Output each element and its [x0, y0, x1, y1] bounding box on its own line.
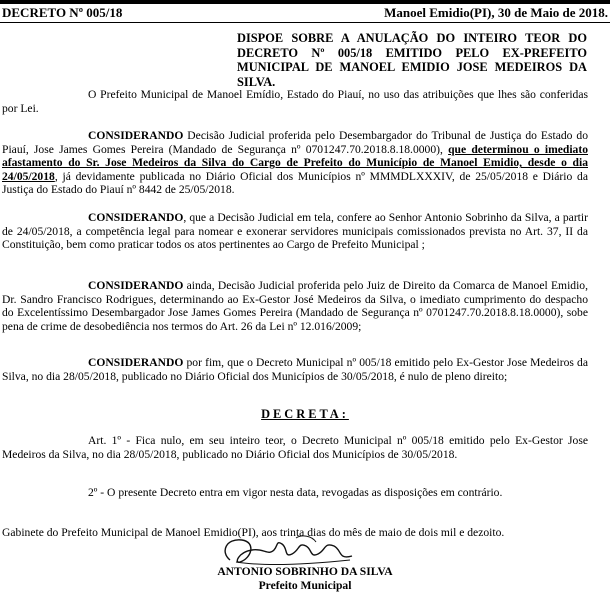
- article-2-paragraph: [2, 486, 588, 500]
- signatory-name: ANTONIO SOBRINHO DA SILVA: [217, 565, 393, 578]
- preamble-text: O Prefeito Municipal de Manoel Emídio, Estado do Piauí, no uso das atribuições que lhes são conferidas por Lei.: [2, 88, 588, 115]
- considerando-text: por fim, que o Decreto Municipal nº 005/18 emitido pelo Ex-Gestor Jose Medeiros da Silva, no dia 28/05/2018, publicado no Diário Oficial dos Municípios de 30/05/2018, é nulo de pleno direito;: [2, 356, 588, 383]
- considerando-text: , já devidamente publicada no Diário Oficial dos Municípios nº MMMDLXXXIV, de 25/05/2018 e Diário da Justiça do Estado do Piauí nº 8442 de 25/05/2018.: [2, 169, 588, 197]
- article-2-text: 2º - O presente Decreto entra em vigor nesta data, revogadas as disposições em contrário.: [88, 486, 503, 499]
- considerando-highlight: que determinou o imediato afastamento do Sr. Jose Medeiros da Silva do Cargo de Prefeito do Município de Manoel Emidio, desde o dia 24/05/2018: [2, 142, 588, 183]
- place-date: Manoel Emidio(PI), 30 de Maio de 2018.: [384, 5, 608, 20]
- header-top-rule: [0, 0, 610, 4]
- considerando-paragraph-1: [2, 129, 588, 197]
- header-bottom-rule: [0, 22, 610, 23]
- article-1-paragraph: [2, 434, 588, 461]
- handwritten-signature: [212, 532, 362, 568]
- preamble-paragraph: [2, 88, 588, 115]
- considerando-keyword: CONSIDERANDO: [88, 129, 184, 142]
- considerando-text: ainda, Decisão Judicial proferida pelo Juiz de Direito da Comarca de Manoel Emidio, Dr. Sandro Francisco Rodrigues, determinando ao Ex-Gestor José Medeiros da Silva, o imediato cumprimento do despacho do Excelentíssimo Desembargador Jose James Gomes Pereira (Mandado de Segurança nº 0701247.70.2018.8.18.0000), sobe pena de crime de desobediência nos termos do Art. 26 da Lei nº 12.016/2009;: [2, 279, 588, 333]
- article-1-text: Art. 1º - Fica nulo, em seu inteiro teor, o Decreto Municipal nº 005/18 emitido pelo Ex-Gestor Jose Medeiros da Silva, no dia 28/05/2018, publicado no Diário Oficial dos Municípios de 30/05/2018.: [2, 434, 588, 461]
- considerando-paragraph-3: [2, 279, 588, 333]
- considerando-keyword: CONSIDERANDO: [88, 211, 184, 224]
- closing-paragraph: Gabinete do Prefeito Municipal de Manoel Emidio(PI), aos trinta dias do mês de maio de dois mil e dezoito.: [2, 526, 505, 539]
- considerando-keyword: CONSIDERANDO: [88, 356, 184, 369]
- considerando-text: , que a Decisão Judicial em tela, confere ao Senhor Antonio Sobrinho da Silva, a partir de 24/05/2018, a competência legal para nomear e exonerar servidores municipais comissionados prevista no Art. 37, II da Constituição, bem como praticar todos os atos pertinentes ao Cargo de Prefeito Municipal ;: [2, 211, 588, 252]
- considerando-paragraph-4: [2, 356, 588, 383]
- ementa-summary: DISPOE SOBRE A ANULAÇÃO DO INTEIRO TEOR DO DECRETO Nº 005/18 EMITIDO PELO EX-PREFEITO MUNICIPAL DE MANOEL EMIDIO JOSE MEDEIROS DA SILVA.: [237, 31, 587, 89]
- considerando-paragraph-2: [2, 211, 588, 252]
- considerando-keyword: CONSIDERANDO: [88, 279, 184, 292]
- signatory-role: Prefeito Municipal: [258, 579, 352, 592]
- decreta-heading: DECRETA:: [261, 407, 349, 421]
- considerando-text: Decisão Judicial proferida pelo Desembargador do Tribunal de Justiça do Estado do Piauí, Jose James Gomes Pereira (Mandado de Segurança nº 0701247.70.2018.8.18.0000),: [2, 129, 588, 156]
- decree-number: DECRETO Nº 005/18: [2, 5, 123, 20]
